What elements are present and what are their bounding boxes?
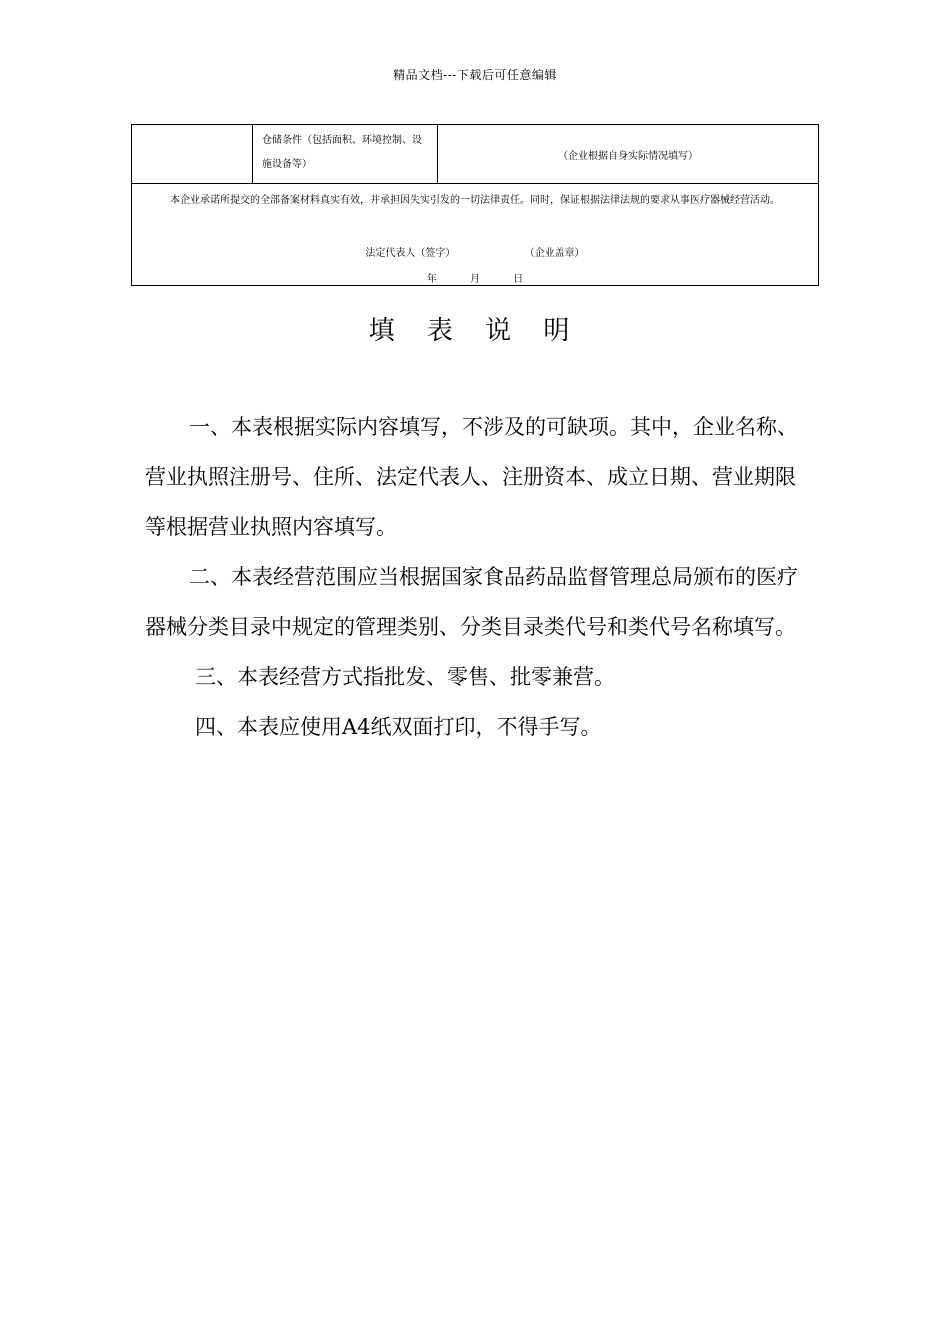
date-year: 年 — [426, 274, 437, 285]
storage-conditions-label: 仓储条件（包括面积、环境控制、设施设备等） — [253, 125, 438, 184]
storage-conditions-value: （企业根据自身实际情况填写） — [438, 125, 819, 184]
date-month: 月 — [470, 274, 480, 285]
page-header: 精品文档---下载后可任意编辑 — [393, 68, 557, 82]
date-line — [132, 270, 818, 285]
filing-form-table — [131, 124, 819, 286]
instructions-list — [145, 402, 805, 752]
instruction-item-3: 三、本表经营方式指批发、零售、批零兼营。 — [195, 665, 615, 689]
date-day: 日 — [513, 274, 524, 285]
signature-line — [132, 244, 818, 259]
instruction-item-2: 二、本表经营范围应当根据国家食品药品监督管理总局颁布的医疗器械分类目录中规定的管理类别、分类目录类代号和类代号名称填写。 — [145, 565, 798, 639]
legal-representative-signature: 法定代表人（签字） — [365, 248, 456, 259]
blank-cell — [132, 125, 253, 184]
company-seal: （企业盖章） — [524, 248, 585, 259]
commitment-row — [132, 184, 819, 286]
instruction-item-4: 四、本表应使用A4纸双面打印，不得手写。 — [195, 715, 602, 739]
instruction-item-1: 一、本表根据实际内容填写，不涉及的可缺项。其中，企业名称、营业执照注册号、住所、法定代表人、注册资本、成立日期、营业期限等根据营业执照内容填写。 — [145, 415, 798, 539]
section-title: 填 表 说 明 — [368, 316, 582, 346]
commitment-cell — [132, 184, 819, 286]
storage-conditions-row — [132, 125, 819, 184]
commitment-statement: 本企业承诺所提交的全部备案材料真实有效，并承担因失实引发的一切法律责任。同时，保证根据法律法规的要求从事医疗器械经营活动。 — [170, 195, 780, 206]
